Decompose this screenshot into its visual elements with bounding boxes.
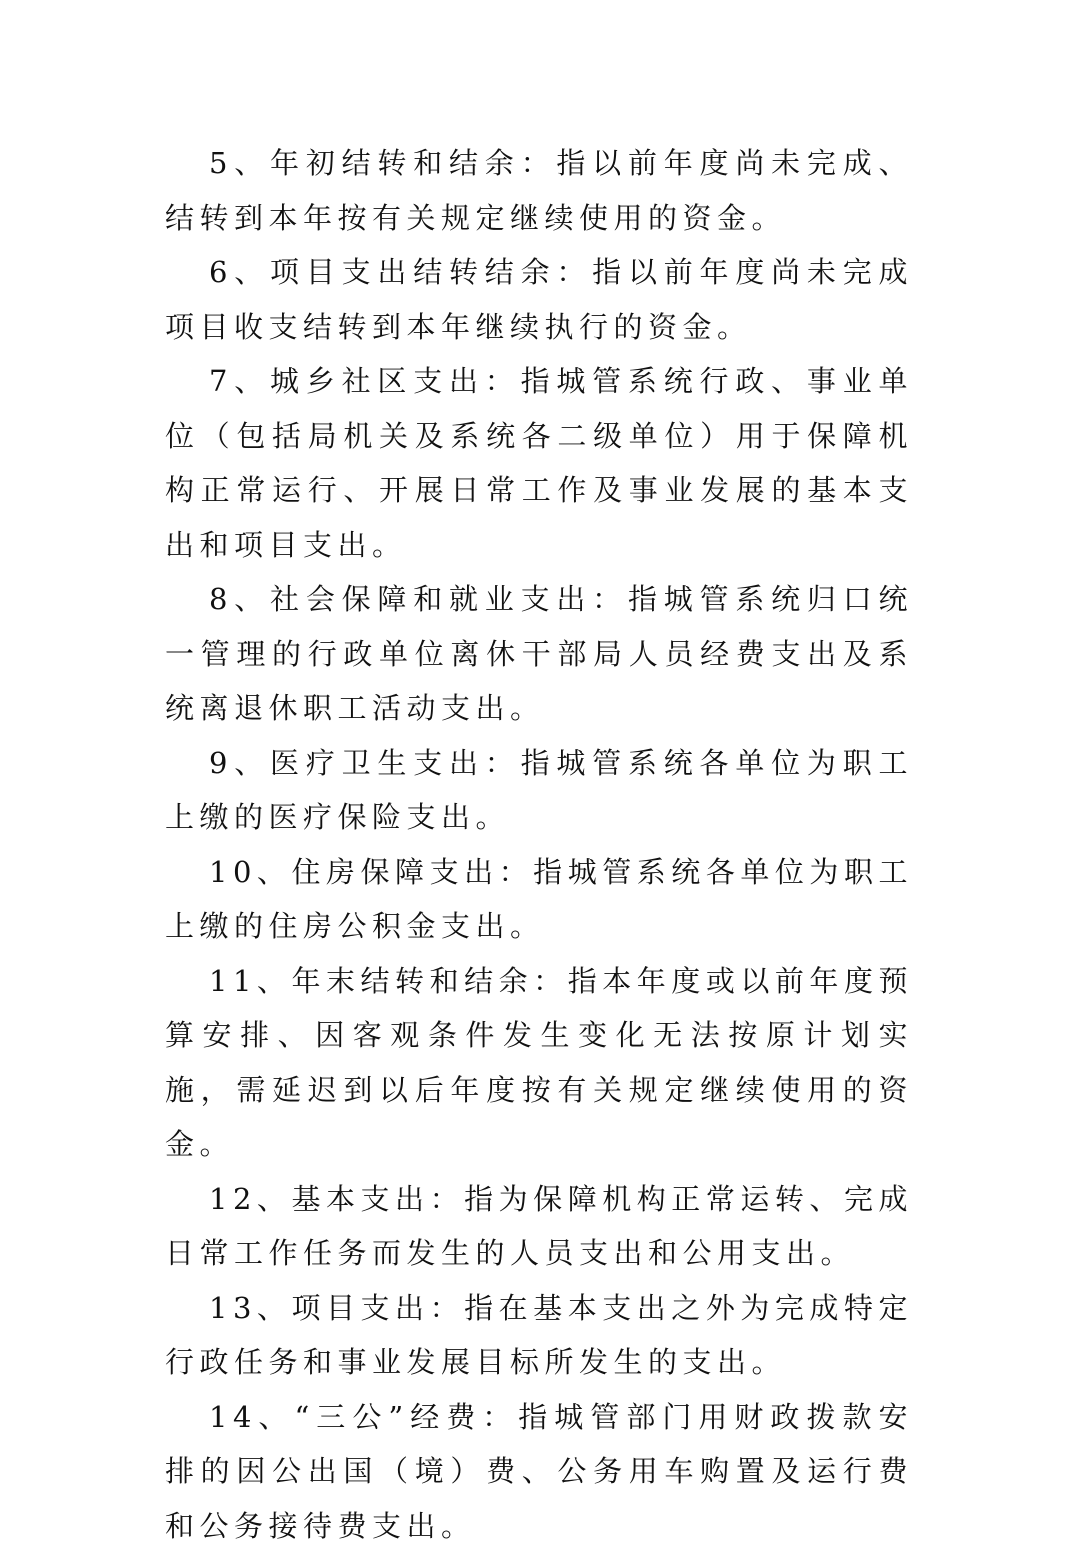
paragraph-item-14: 14、“三公”经费：指城管部门用财政拨款安排的因公出国（境）费、公务用车购置及运行费和公务接待费支出。 [165, 1390, 913, 1553]
paragraph-item-8: 8、社会保障和就业支出：指城管系统归口统一管理的行政单位离休干部局人员经费支出及系统离退休职工活动支出。 [165, 572, 913, 736]
paragraph-item-12: 12、基本支出：指为保障机构正常运转、完成日常工作任务而发生的人员支出和公用支出。 [165, 1172, 913, 1281]
paragraph-item-9: 9、医疗卫生支出：指城管系统各单位为职工上缴的医疗保险支出。 [165, 736, 913, 845]
paragraph-item-13: 13、项目支出：指在基本支出之外为完成特定行政任务和事业发展目标所发生的支出。 [165, 1281, 913, 1390]
paragraph-item-10: 10、住房保障支出：指城管系统各单位为职工上缴的住房公积金支出。 [165, 845, 913, 954]
paragraph-item-7: 7、城乡社区支出：指城管系统行政、事业单位（包括局机关及系统各二级单位）用于保障机构正常运行、开展日常工作及事业发展的基本支出和项目支出。 [165, 354, 913, 572]
document-body [165, 136, 913, 1553]
paragraph-item-11: 11、年末结转和结余：指本年度或以前年度预算安排、因客观条件发生变化无法按原计划实施，需延迟到以后年度按有关规定继续使用的资金。 [165, 954, 913, 1172]
paragraph-item-5: 5、年初结转和结余：指以前年度尚未完成、结转到本年按有关规定继续使用的资金。 [165, 136, 913, 245]
paragraph-item-6: 6、项目支出结转结余：指以前年度尚未完成项目收支结转到本年继续执行的资金。 [165, 245, 913, 354]
